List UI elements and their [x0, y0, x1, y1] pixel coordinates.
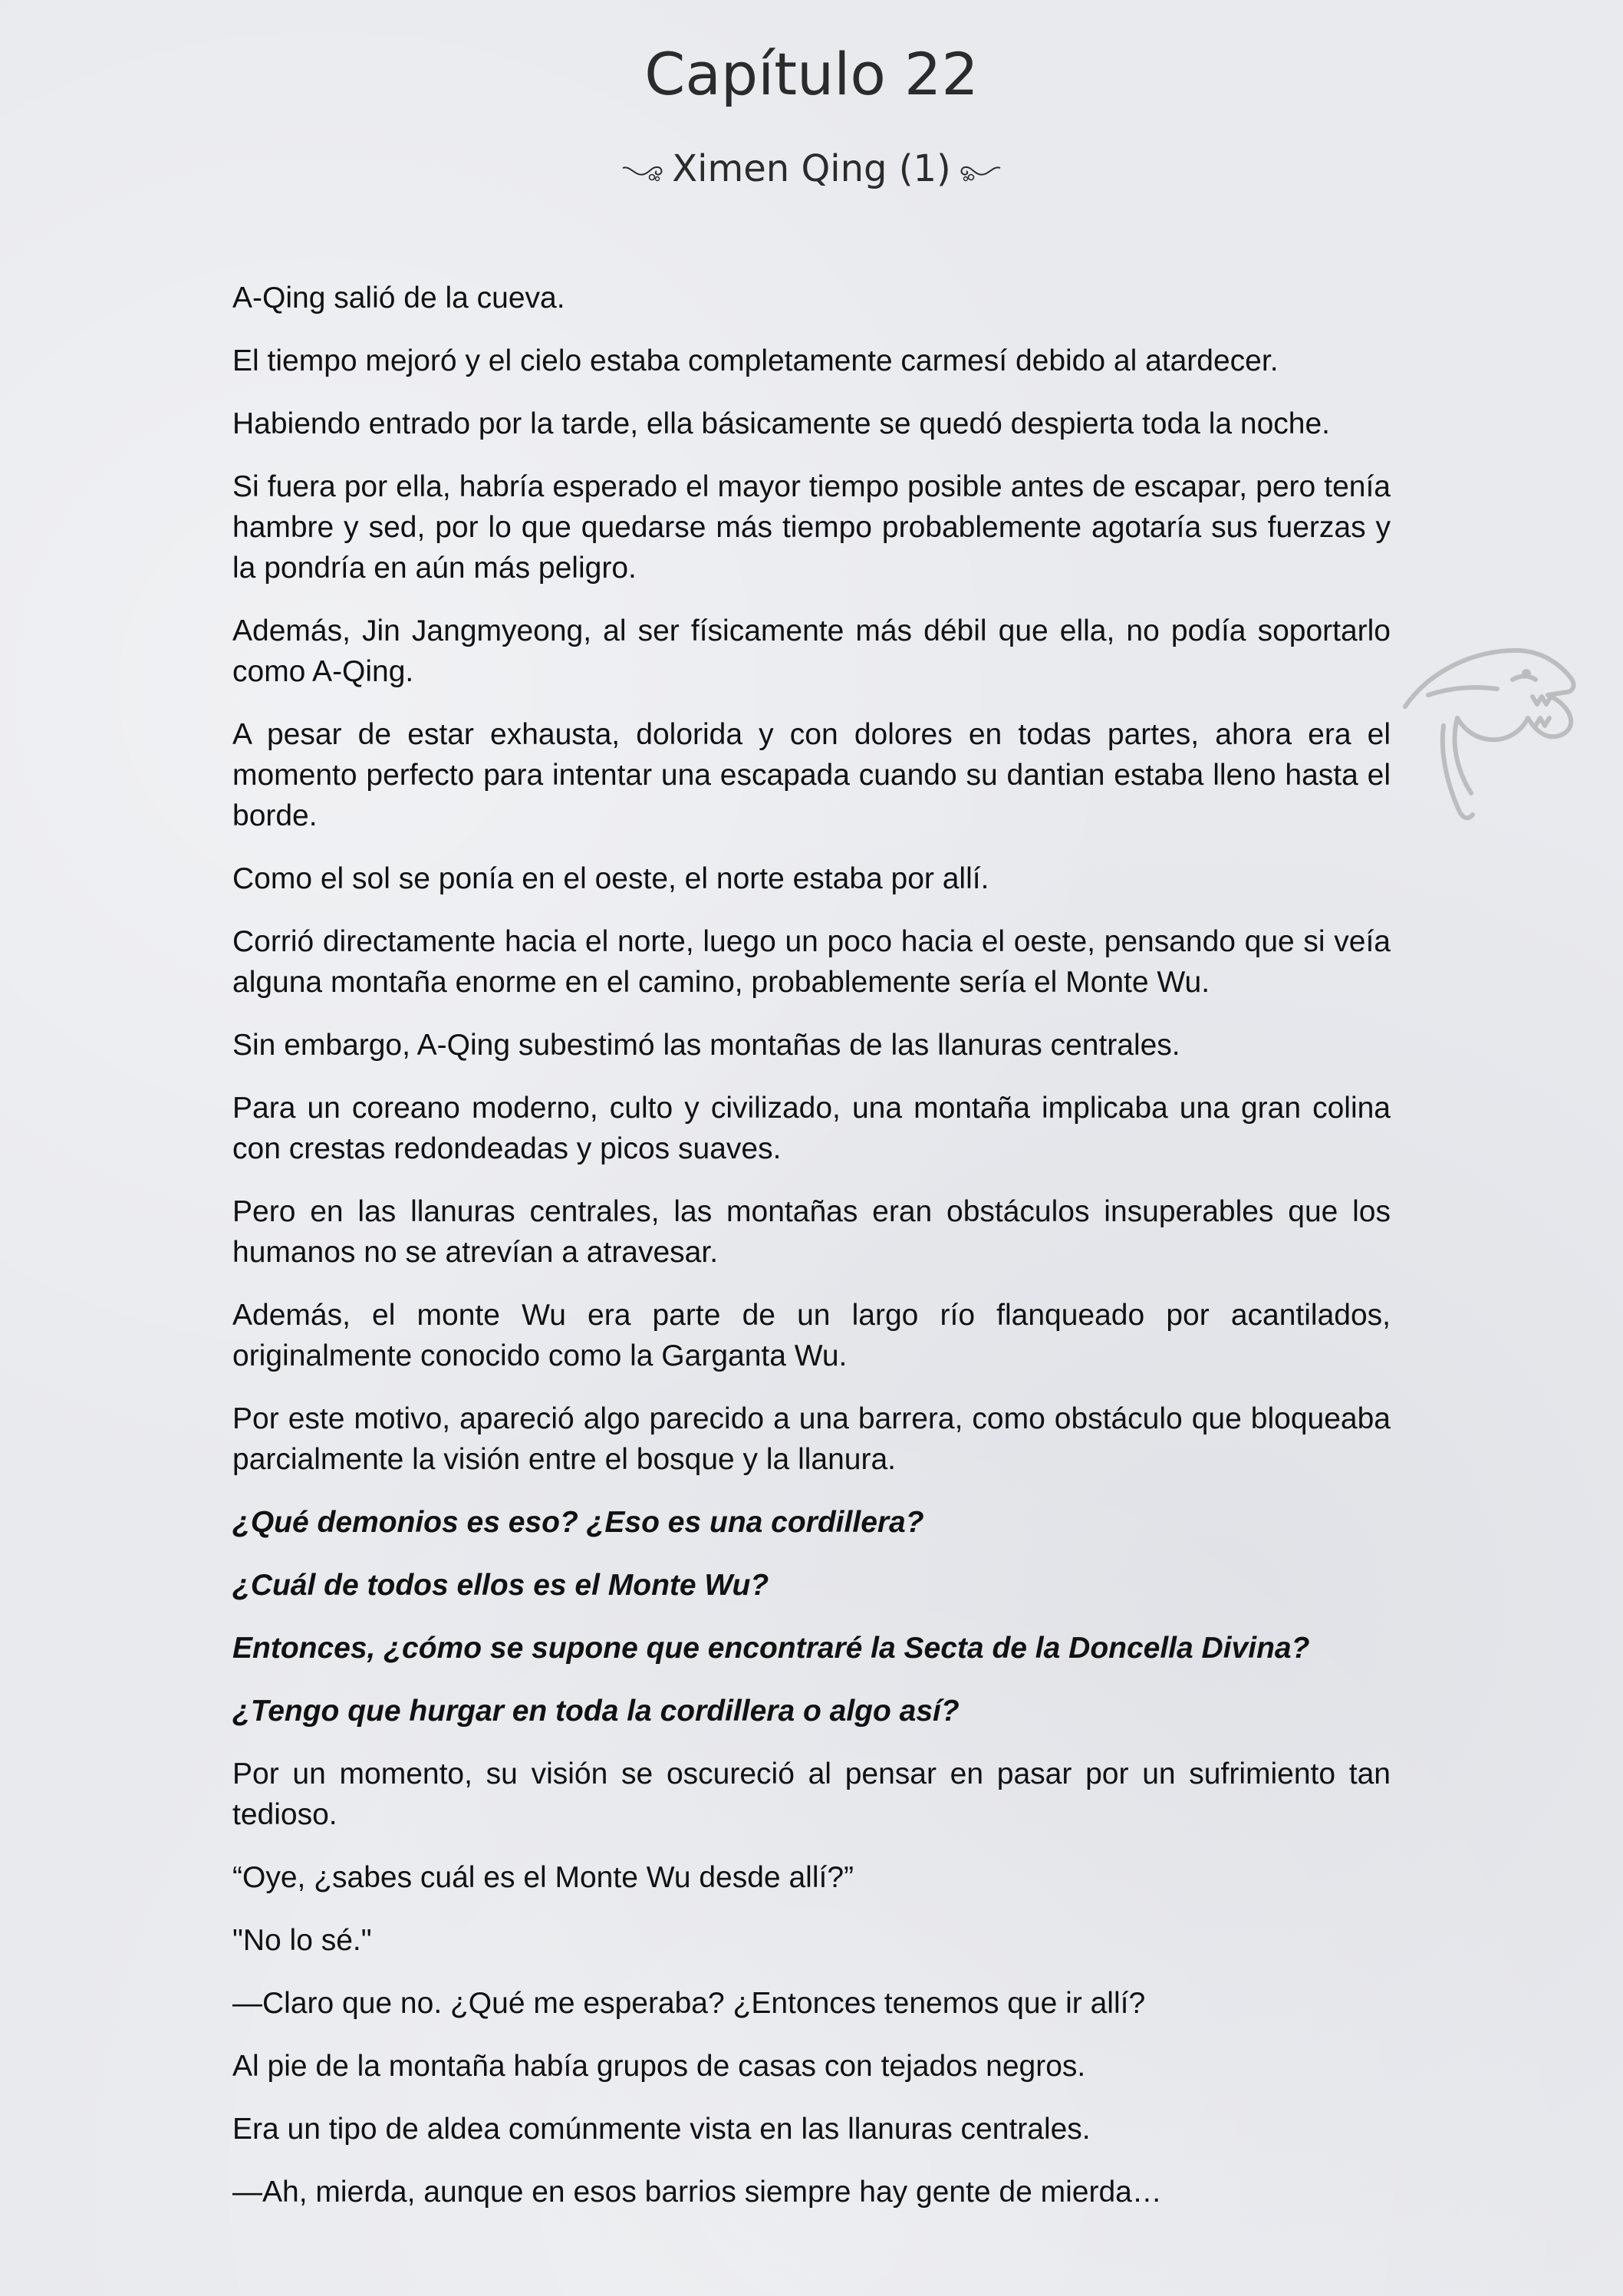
paragraph: Además, Jin Jangmyeong, al ser físicamente más débil que ella, no podía soportarlo como A-Qing. [232, 614, 1391, 688]
flourish-ornament-left-icon [621, 150, 664, 193]
chapter-subtitle [0, 147, 1623, 193]
chapter-title: Capítulo 22 [644, 40, 979, 108]
paragraph: —Ah, mierda, aunque en esos barrios siempre hay gente de mierda… [232, 2176, 1162, 2209]
paragraph: A-Qing salió de la cueva. [232, 282, 565, 315]
paragraph: ¿Cuál de todos ellos es el Monte Wu? [232, 1569, 769, 1602]
paragraph: —Claro que no. ¿Qué me esperaba? ¿Entonces tenemos que ir allí? [232, 1987, 1146, 2020]
paragraph: Al pie de la montaña había grupos de casas con tejados negros. [232, 2050, 1086, 2083]
paragraph: Por un momento, su visión se oscureció al pensar en pasar por un sufrimiento tan tedioso. [232, 1757, 1391, 1831]
paragraph: Era un tipo de aldea comúnmente vista en las llanuras centrales. [232, 2113, 1091, 2146]
paragraph: Habiendo entrado por la tarde, ella básicamente se quedó despierta toda la noche. [232, 407, 1330, 440]
paragraph: Además, el monte Wu era parte de un largo río flanqueado por acantilados, originalmente conocido como la Garganta Wu. [232, 1299, 1391, 1372]
paragraph: "No lo sé." [232, 1924, 372, 1957]
subtitle-text: Ximen Qing (1) [672, 147, 951, 190]
paragraph: Sin embargo, A-Qing subestimó las montañas de las llanuras centrales. [232, 1029, 1180, 1062]
paragraph: Corrió directamente hacia el norte, luego un poco hacia el oeste, pensando que si veía alguna montaña enorme en el camino, probablemente sería el Monte Wu. [232, 925, 1391, 999]
paragraph: A pesar de estar exhausta, dolorida y con dolores en todas partes, ahora era el momento perfecto para intentar una escapada cuando su dantian estaba lleno hasta el borde. [232, 718, 1391, 832]
flourish-ornament-right-icon [959, 150, 1002, 193]
chapter-body [232, 278, 1391, 2235]
paragraph: Entonces, ¿cómo se supone que encontraré la Secta de la Doncella Divina? [232, 1632, 1310, 1665]
paragraph: “Oye, ¿sabes cuál es el Monte Wu desde allí?” [232, 1861, 854, 1894]
dinosaur-head-watermark-icon [1397, 634, 1582, 833]
paragraph: Para un coreano moderno, culto y civilizado, una montaña implicaba una gran colina con crestas redondeadas y picos suaves. [232, 1092, 1391, 1165]
paragraph: ¿Qué demonios es eso? ¿Eso es una cordillera? [232, 1506, 924, 1539]
paragraph: Si fuera por ella, habría esperado el mayor tiempo posible antes de escapar, pero tenía hambre y sed, por lo que quedarse más tiempo probablemente agotaría sus fuerzas y la pondría en aún más peligro. [232, 470, 1391, 585]
paragraph: El tiempo mejoró y el cielo estaba completamente carmesí debido al atardecer. [232, 344, 1279, 377]
paragraph: Como el sol se ponía en el oeste, el norte estaba por allí. [232, 862, 989, 895]
paragraph: Por este motivo, apareció algo parecido a una barrera, como obstáculo que bloqueaba parcialmente la visión entre el bosque y la llanura. [232, 1402, 1391, 1476]
paragraph: Pero en las llanuras centrales, las montañas eran obstáculos insuperables que los humanos no se atrevían a atravesar. [232, 1195, 1391, 1269]
paragraph: ¿Tengo que hurgar en toda la cordillera o algo así? [232, 1695, 960, 1728]
